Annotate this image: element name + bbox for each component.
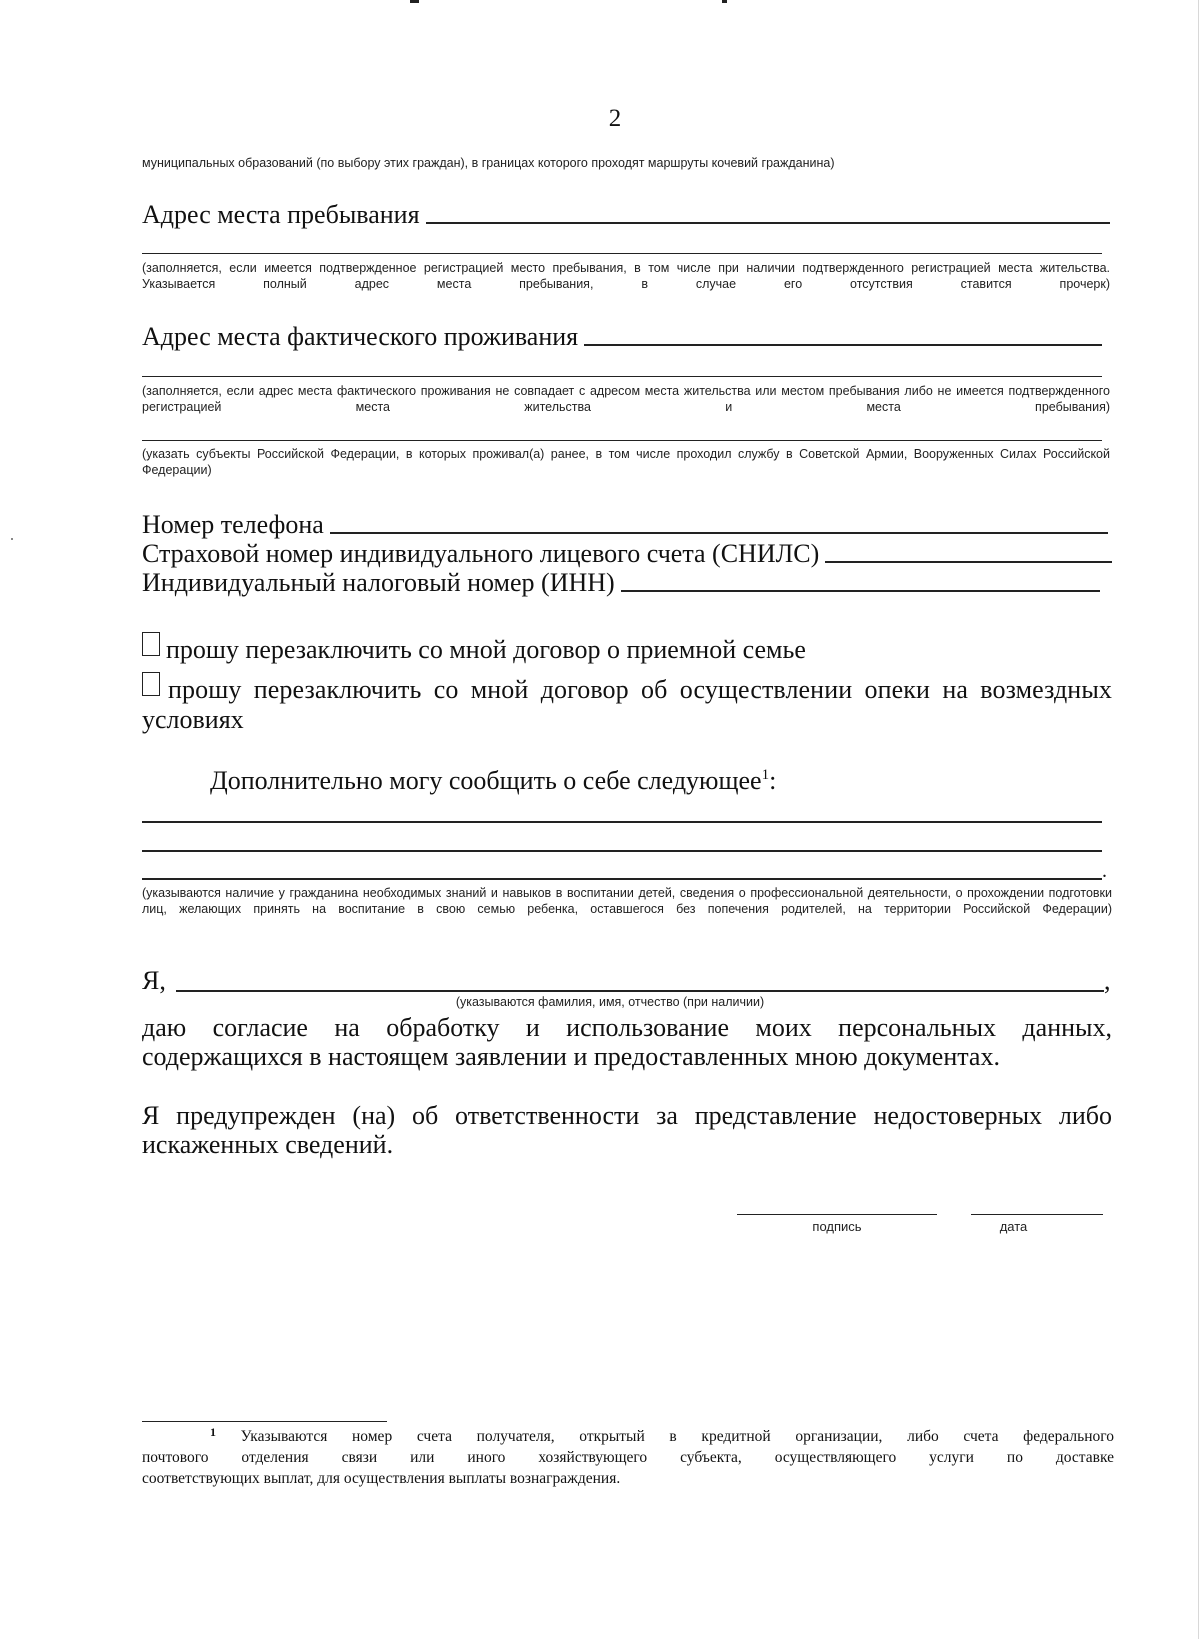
additional-info-field-line-2[interactable] [142, 850, 1102, 852]
consent-text-line2: содержащихся в настоящем заявлении и предоставленных мною документах. [142, 1042, 1000, 1071]
scan-edge [1198, 0, 1199, 1639]
footnote-line3: соответствующих выплат, для осуществления выплаты вознаграждения. [142, 1470, 621, 1487]
stay-address-field-line-2[interactable] [142, 253, 1102, 254]
actual-address-field[interactable] [584, 324, 1102, 346]
actual-address-row [142, 322, 1102, 351]
guardianship-label-line1: прошу перезаключить со мной договор об осуществлении опеки на возмездных [168, 675, 1112, 704]
consent-prefix: Я, [142, 966, 166, 995]
scan-artifact [410, 0, 419, 3]
footnote-line2: почтового отделения связи или иного хозяйствующего субъекта, осуществляющего услуги по доставке [142, 1449, 1114, 1466]
snils-label: Страховой номер индивидуального лицевого счета (СНИЛС) [142, 539, 820, 568]
scan-artifact [722, 0, 727, 3]
guardianship-label-line2: условиях [142, 705, 244, 734]
phone-label: Номер телефона [142, 510, 324, 539]
previous-regions-note: (указать субъекты Российской Федерации, в которых проживал(а) ранее, в том числе проходил службу в Советской Армии, Вооруженных Силах Российской Федерации) [142, 447, 1110, 477]
consent-text [142, 1013, 1112, 1071]
actual-address-note: (заполняется, если адрес места фактического проживания не совпадает с адресом места жительства или местом пребывания либо не имеется подтвержденного регистрацией места жительства и места пребывания) [142, 384, 1110, 414]
additional-info-end-mark: . [1102, 860, 1107, 882]
warning-text [142, 1101, 1112, 1159]
stay-address-field[interactable] [426, 202, 1110, 224]
additional-info-colon: : [769, 766, 777, 795]
actual-address-label: Адрес места фактического проживания [142, 322, 579, 351]
footnote-line1: Указываются номер счета получателя, открытый в кредитной организации, либо счета федерального [240, 1428, 1114, 1445]
signature-field[interactable] [737, 1214, 937, 1215]
additional-info-field-line-3[interactable] [142, 878, 1102, 880]
phone-field[interactable] [330, 512, 1108, 534]
page-number: 2 [608, 105, 622, 132]
warning-text-line2: искаженных сведений. [142, 1130, 394, 1159]
stay-address-row [142, 200, 1110, 229]
full-name-field[interactable] [176, 990, 1104, 992]
consent-text-line1: даю согласие на обработку и использование моих персональных данных, [142, 1013, 1112, 1042]
additional-info-label-row [210, 766, 776, 795]
footnote-mark: 1 [210, 1425, 216, 1439]
option-guardianship [142, 672, 1112, 734]
warning-text-line1: Я предупрежден (на) об ответственности за представление недостоверных либо [142, 1101, 1112, 1130]
snils-row [142, 539, 1112, 568]
footnote [142, 1426, 1114, 1489]
stay-address-label: Адрес места пребывания [142, 200, 420, 229]
full-name-note: (указываются фамилия, имя, отчество (при наличии) [455, 995, 765, 1009]
continuation-note: муниципальных образований (по выбору этих граждан), в границах которого проходят маршруты кочевий гражданина) [142, 156, 835, 170]
inn-row [142, 568, 1100, 597]
guardianship-checkbox[interactable] [142, 672, 160, 696]
footnote-ref: 1 [761, 767, 770, 783]
signature-label: подпись [812, 1219, 862, 1234]
footnote-separator [142, 1421, 387, 1422]
inn-field[interactable] [621, 570, 1100, 592]
actual-address-field-line-2[interactable] [142, 376, 1102, 377]
phone-row [142, 510, 1108, 539]
additional-info-note: (указываются наличие у гражданина необходимых знаний и навыков в воспитании детей, сведения о профессиональной деятельности, о прохождении подготовки лиц, желающих принять на воспитание в свою семью ребенка, оставшегося без попечения родителей, на территории Российской Федерации) [142, 886, 1112, 916]
foster-family-label: прошу перезаключить со мной договор о приемной семье [166, 635, 806, 664]
foster-family-checkbox[interactable] [142, 632, 160, 656]
additional-info-field-line-1[interactable] [142, 821, 1102, 823]
previous-regions-field[interactable] [142, 440, 1102, 441]
snils-field[interactable] [825, 541, 1112, 563]
option-foster-family [142, 632, 1112, 664]
scan-speck [11, 538, 13, 540]
additional-info-label: Дополнительно могу сообщить о себе следующее [210, 766, 762, 795]
date-field[interactable] [971, 1214, 1103, 1215]
stay-address-note: (заполняется, если имеется подтвержденное регистрацией место пребывания, в том числе при наличии подтвержденного регистрацией места жительства. Указывается полный адрес места пребывания, в случае его отсутствия ставится прочерк) [142, 261, 1110, 291]
date-label: дата [999, 1219, 1028, 1234]
consent-suffix: , [1104, 966, 1111, 995]
inn-label: Индивидуальный налоговый номер (ИНН) [142, 568, 615, 597]
